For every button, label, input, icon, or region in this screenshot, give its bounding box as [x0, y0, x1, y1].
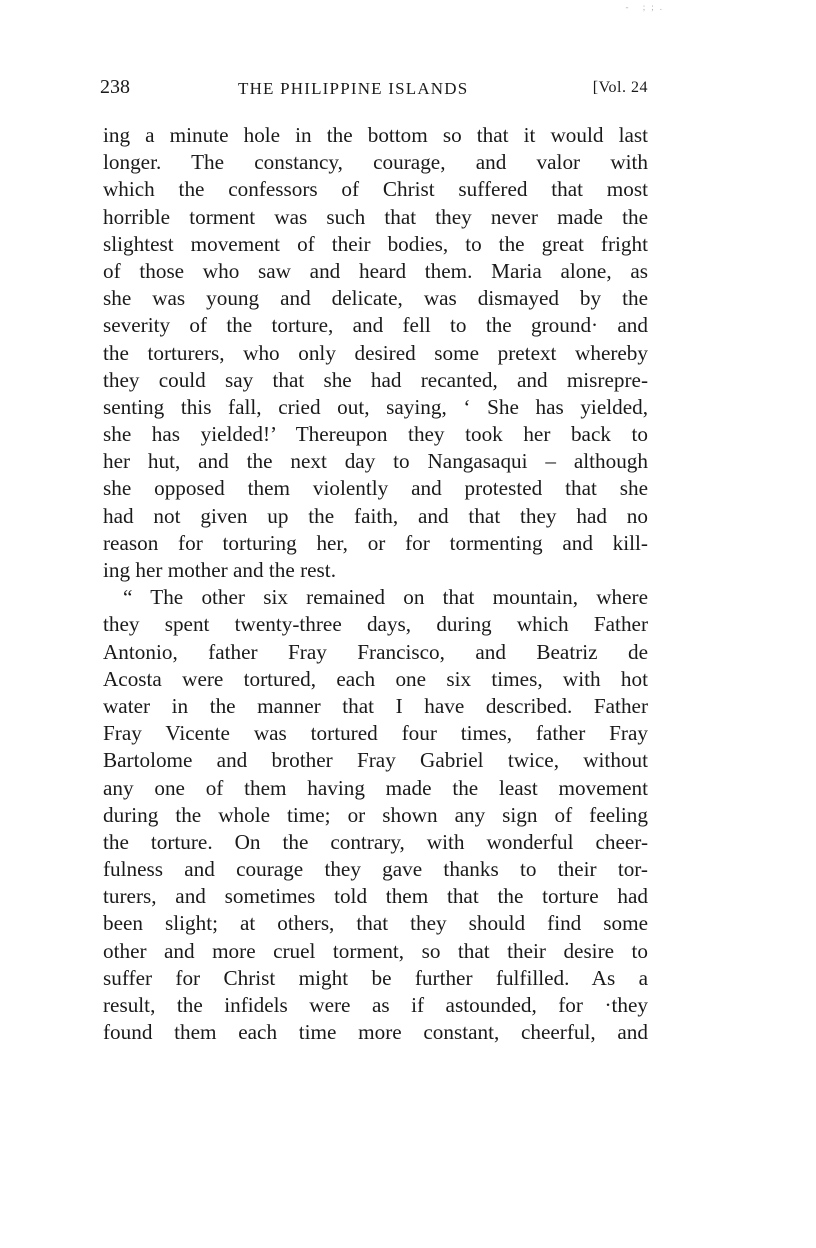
text-line: water in the manner that I have described. Father — [103, 693, 648, 718]
text-line: during the whole time; or shown any sign of feeling — [103, 802, 648, 827]
text-line: her hut, and the next day to Nangasaqui – although — [103, 449, 648, 474]
text-line: of those who saw and heard them. Maria alone, as — [103, 258, 648, 283]
text-line: she has yielded!’ Thereupon they took her back to — [103, 422, 648, 447]
text-line: ing a minute hole in the bottom so that it would last — [103, 123, 648, 147]
text-line: Antonio, father Fray Francisco, and Beatriz de — [103, 639, 648, 664]
text-line: she was young and delicate, was dismayed by the — [103, 286, 648, 311]
text-line: slightest movement of their bodies, to the great fright — [103, 231, 648, 256]
text-line: any one of them having made the least movement — [103, 775, 648, 800]
text-line: Bartolome and brother Fray Gabriel twice, without — [103, 748, 648, 773]
text-line: had not given up the faith, and that they had no — [103, 503, 648, 528]
text-line: Fray Vicente was tortured four times, father Fray — [103, 721, 648, 746]
running-title: THE PHILIPPINE ISLANDS — [238, 79, 469, 98]
text-line: turers, and sometimes told them that the torture had — [103, 884, 648, 909]
paragraph-end-line: ing her mother and the rest. — [103, 558, 336, 582]
text-line: reason for torturing her, or for tormenting and kill- — [103, 530, 648, 555]
text-line: the torturers, who only desired some pretext whereby — [103, 340, 648, 365]
body-text — [103, 122, 648, 1046]
text-line: the torture. On the contrary, with wonderful cheer- — [103, 829, 648, 854]
text-line: suffer for Christ might be further fulfilled. As a — [103, 965, 648, 990]
text-line: they could say that she had recanted, and misrepre- — [103, 367, 648, 392]
page-header — [100, 76, 648, 106]
text-line: other and more cruel torment, so that their desire to — [103, 938, 648, 963]
paragraph-start-line: “ The other six remained on that mountain, where — [123, 585, 648, 610]
text-line: result, the infidels were as if astounded, for ·they — [103, 993, 648, 1017]
text-line: senting this fall, cried out, saying, ‘ She has yielded, — [103, 394, 648, 419]
text-line: Acosta were tortured, each one six times, with hot — [103, 666, 648, 691]
volume-label: [Vol. 24 — [592, 79, 648, 96]
text-line: she opposed them violently and protested that she — [103, 476, 648, 501]
text-line: fulness and courage they gave thanks to their tor- — [103, 857, 648, 882]
text-line: horrible torment was such that they never made the — [103, 204, 648, 229]
text-line: longer. The constancy, courage, and valor with — [103, 150, 648, 175]
text-line: severity of the torture, and fell to the ground· and — [103, 313, 648, 338]
text-line: been slight; at others, that they should find some — [103, 911, 648, 936]
text-line: which the confessors of Christ suffered that most — [103, 177, 648, 202]
text-line: they spent twenty-three days, during which Father — [103, 612, 648, 637]
page-number: 238 — [100, 76, 130, 98]
text-line: found them each time more constant, cheerful, and — [103, 1020, 648, 1045]
scan-artifact-mark: - ;;. — [625, 2, 668, 12]
